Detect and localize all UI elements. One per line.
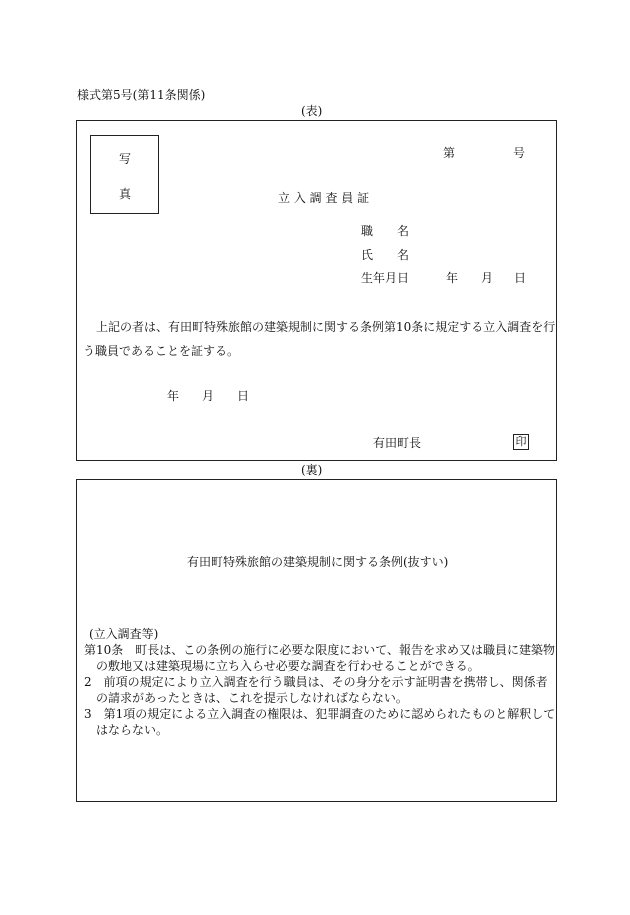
article-10-line1: 第10条 町長は、この条例の施行に必要な限度において、報告を求め又は職員に建築物 — [84, 643, 556, 657]
certification-line1: 上記の者は、有田町特殊旅館の建築規制に関する条例第10条に規定する立入調査を行 — [96, 320, 556, 334]
birth-day-label: 日 — [514, 271, 527, 285]
photo-label-line1: 写 — [119, 152, 132, 166]
birth-month-label: 月 — [481, 271, 494, 285]
article-10-line2: の敷地又は建築現場に立ち入らせ必要な調査を行わせることができる。 — [96, 659, 480, 673]
certification-line2: う職員であることを証する。 — [83, 344, 240, 358]
clause-2-line2: の請求があったときは、これを提示しなければならない。 — [96, 691, 408, 705]
seal-mark: 印 — [513, 434, 529, 450]
date-day-label: 日 — [237, 389, 250, 403]
card-title: 立 入 調 査 員 証 — [278, 191, 370, 205]
field-birth-label: 生年月日 — [361, 271, 410, 285]
number-prefix: 第 — [443, 146, 456, 160]
photo-box — [90, 135, 159, 214]
form-label: 様式第5号(第11条関係) — [77, 88, 206, 102]
number-suffix: 号 — [513, 146, 526, 160]
back-title: 有田町特殊旅館の建築規制に関する条例(抜すい) — [187, 555, 449, 569]
clause-3-line1: 3 第1項の規定による立入調査の権限は、犯罪調査のために認められたものと解釈して — [84, 707, 556, 721]
date-year-label: 年 — [167, 389, 180, 403]
photo-label-line2: 真 — [119, 187, 132, 201]
date-month-label: 月 — [202, 389, 215, 403]
issuer-label: 有田町長 — [373, 436, 422, 450]
back-side-label: (裏) — [301, 463, 323, 477]
birth-year-label: 年 — [446, 271, 459, 285]
article-heading: (立入調査等) — [89, 627, 159, 641]
field-name-label: 氏 名 — [361, 248, 410, 262]
clause-2-line1: 2 前項の規定により立入調査を行う職員は、その身分を示す証明書を携帯し、関係者 — [84, 675, 548, 689]
front-side-label: (表) — [301, 104, 323, 118]
clause-3-line2: はならない。 — [96, 723, 169, 737]
field-position-label: 職 名 — [361, 224, 410, 238]
